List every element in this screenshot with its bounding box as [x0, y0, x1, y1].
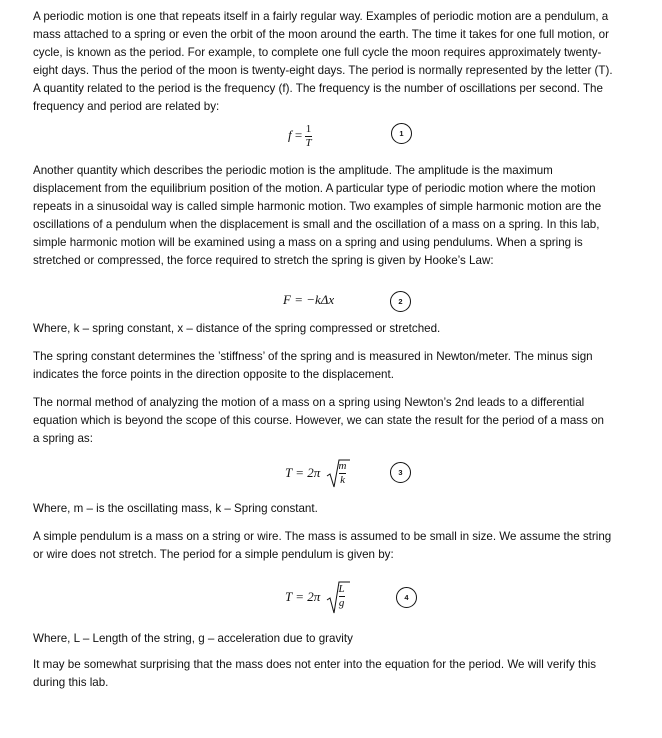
- paragraph-newton-method: The normal method of analyzing the motion of a mass on a spring using Newton’s 2nd leads to a differential equation which is beyond the scope of this course. However, we can state the result for the period of a mass on a spring as:: [33, 396, 604, 446]
- equation-number-1: 1: [391, 123, 412, 144]
- eq3-lhs: T = 2π: [285, 465, 321, 480]
- eq1-fraction: [305, 124, 311, 149]
- equation-number-2: 2: [390, 291, 411, 312]
- eq4-fraction: [339, 584, 345, 609]
- equation-spring-period: [285, 458, 350, 488]
- eq1-denominator: T: [305, 137, 312, 149]
- equation-hookes-law: F = −kΔx: [283, 292, 335, 307]
- paragraph-simple-pendulum: A simple pendulum is a mass on a string or wire. The mass is assumed to be small in size. We assume the string or wire does not stretch. The period for a simple pendulum is given by:: [33, 530, 612, 562]
- eq1-equals: =: [294, 127, 303, 143]
- eq3-sqrt: [326, 458, 350, 488]
- eq4-denominator: g: [338, 597, 345, 609]
- eq4-sqrt: [326, 580, 350, 614]
- paragraph-mass-terms: Where, m – is the oscillating mass, k – Spring constant.: [33, 502, 318, 515]
- paragraph-spring-constant: The spring constant determines the ’stiffness’ of the spring and is measured in Newton/meter. The minus sign indicates the force points in the direction opposite to the displacement.: [33, 350, 593, 382]
- equation-number-3: 3: [390, 462, 411, 483]
- eq1-numerator: 1: [305, 123, 312, 135]
- eq4-lhs: T = 2π: [285, 589, 321, 604]
- equation-frequency: [288, 124, 312, 149]
- eq3-numerator: m: [338, 460, 347, 472]
- eq4-numerator: L: [338, 583, 345, 595]
- paragraph-spring-terms: Where, k – spring constant, x – distance of the spring compressed or stretched.: [33, 322, 441, 335]
- equation-number-4: 4: [396, 587, 417, 608]
- paragraph-pendulum-terms: Where, L – Length of the string, g – acceleration due to gravity: [33, 632, 353, 645]
- eq4-radical-sign: [326, 580, 350, 614]
- paragraph-conclusion: It may be somewhat surprising that the mass does not enter into the equation for the period. We will verify this during this lab.: [33, 658, 597, 690]
- paragraph-amplitude: Another quantity which describes the periodic motion is the amplitude. The amplitude is the maximum displacement from the equilibrium position of the motion. A particular type of periodic motion where the motion repeats in a sinusoidal way is called simple harmonic motion. Two examples of simple harmonic motion are the oscillations of a pendulum when the displacement is small and the oscillation of a mass on a spring. In this lab, simple harmonic motion will be examined using a mass on a spring and using pendulums. When a spring is stretched or compressed, the force required to stretch the spring is given by Hooke’s Law:: [33, 164, 602, 268]
- eq3-denominator: k: [340, 474, 345, 486]
- equation-pendulum-period: [285, 580, 350, 614]
- eq1-lhs: f: [288, 127, 292, 143]
- paragraph-intro: A periodic motion is one that repeats itself in a fairly regular way. Examples of periodic motion are a pendulum, a mass attached to a spring or even the orbit of the moon around the earth. The time it takes for one full motion, or cycle, is known as the period. For example, to complete one full cycle the moon requires approximately twenty-eight days. Thus the period of the moon is twenty-eight days. The period is normally represented by the letter (T). A quantity related to the period is the frequency (f). The frequency is the number of oscillations per second. The frequency and period are related by:: [33, 10, 613, 114]
- eq3-fraction: [339, 461, 347, 486]
